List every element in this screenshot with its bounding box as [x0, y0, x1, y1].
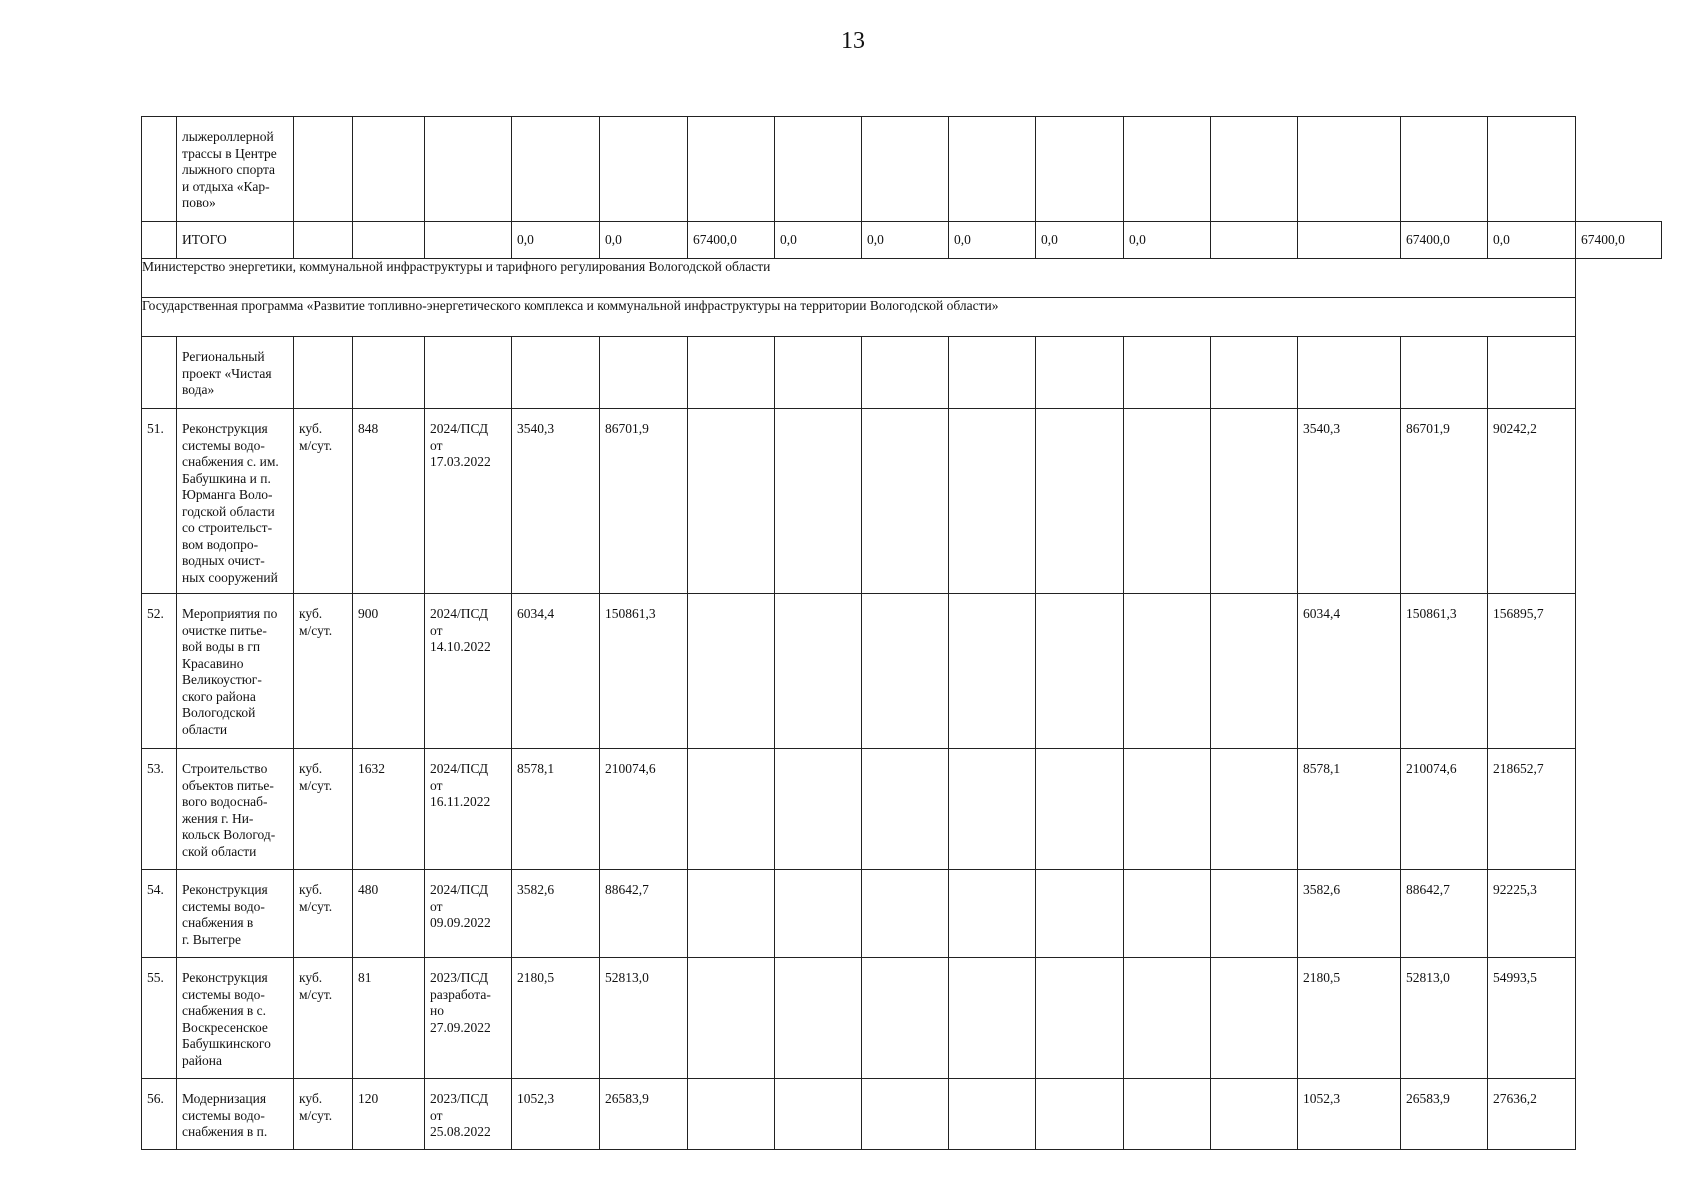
project-name: Региональный проект «Чистая вода» — [182, 349, 272, 397]
total-value — [1298, 222, 1400, 234]
unit: куб. м/сут. — [299, 970, 333, 1002]
total-row — [142, 222, 1662, 259]
capacity: 1632 — [358, 761, 385, 776]
value: 88642,7 — [605, 882, 649, 897]
document-ref: 2024/ПСД от 16.11.2022 — [430, 761, 491, 809]
unit: куб. м/сут. — [299, 1091, 333, 1123]
table-row — [142, 870, 1662, 958]
total-value: 0,0 — [1493, 232, 1510, 247]
total-value: 52813,0 — [1406, 970, 1450, 985]
total-value: 92225,3 — [1493, 882, 1537, 897]
row-number: 53. — [147, 761, 164, 776]
table-row — [142, 749, 1662, 870]
total-value: 8578,1 — [1303, 761, 1341, 776]
value: 210074,6 — [605, 761, 656, 776]
total-value: 150861,3 — [1406, 606, 1457, 621]
item-name: Реконструкция системы водо- снабжения в г. Вытегре — [182, 882, 268, 947]
row-number: 55. — [147, 970, 164, 985]
total-value: 27636,2 — [1493, 1091, 1537, 1106]
total-value: 1052,3 — [1303, 1091, 1341, 1106]
total-value: 3540,3 — [1303, 421, 1341, 436]
value: 3582,6 — [517, 882, 555, 897]
row-number: 51. — [147, 421, 164, 436]
total-value: 26583,9 — [1406, 1091, 1450, 1106]
total-value: 90242,2 — [1493, 421, 1537, 436]
section-header-row — [142, 298, 1662, 337]
total-value: 0,0 — [867, 232, 884, 247]
document-ref: 2023/ПСД разработа- но 27.09.2022 — [430, 970, 491, 1035]
program-header: Государственная программа «Развитие топливно-энергетического комплекса и коммунальной инфраструктуры на территории Вологодской области» — [142, 298, 999, 313]
total-value: 67400,0 — [1406, 232, 1450, 247]
unit: куб. м/сут. — [299, 606, 333, 638]
document-ref: 2024/ПСД от 09.09.2022 — [430, 882, 491, 930]
table-row — [142, 594, 1662, 749]
value: 2180,5 — [517, 970, 555, 985]
total-value: 0,0 — [780, 232, 797, 247]
capacity: 120 — [358, 1091, 379, 1106]
total-value: 3582,6 — [1303, 882, 1341, 897]
value: 1052,3 — [517, 1091, 555, 1106]
table-row — [142, 337, 1662, 409]
table-row — [142, 117, 1662, 222]
table-row — [142, 958, 1662, 1079]
total-value: 0,0 — [1129, 232, 1146, 247]
unit: куб. м/сут. — [299, 421, 333, 453]
total-value: 0,0 — [517, 232, 534, 247]
value: 150861,3 — [605, 606, 656, 621]
table-row — [142, 409, 1662, 594]
total-value: 0,0 — [1041, 232, 1058, 247]
budget-table — [141, 116, 1662, 1150]
value: 3540,3 — [517, 421, 555, 436]
ministry-header: Министерство энергетики, коммунальной инфраструктуры и тарифного регулирования Вологодской области — [142, 259, 771, 274]
row-number: 56. — [147, 1091, 164, 1106]
document-ref: 2024/ПСД от 14.10.2022 — [430, 606, 491, 654]
value: 52813,0 — [605, 970, 649, 985]
value: 86701,9 — [605, 421, 649, 436]
total-value: 54993,5 — [1493, 970, 1537, 985]
row-number: 54. — [147, 882, 164, 897]
total-value: 0,0 — [954, 232, 971, 247]
total-value: 86701,9 — [1406, 421, 1450, 436]
capacity: 848 — [358, 421, 379, 436]
unit: куб. м/сут. — [299, 761, 333, 793]
table-row — [142, 1079, 1662, 1150]
unit: куб. м/сут. — [299, 882, 333, 914]
item-name: Модернизация системы водо- снабжения в п. — [182, 1091, 268, 1139]
total-value: 156895,7 — [1493, 606, 1544, 621]
total-value: 2180,5 — [1303, 970, 1341, 985]
row-number: 52. — [147, 606, 164, 621]
value: 8578,1 — [517, 761, 555, 776]
value: 26583,9 — [605, 1091, 649, 1106]
document-ref: 2023/ПСД от 25.08.2022 — [430, 1091, 491, 1139]
total-value: 67400,0 — [1581, 232, 1625, 247]
total-value: 0,0 — [605, 232, 622, 247]
document-ref: 2024/ПСД от 17.03.2022 — [430, 421, 491, 469]
section-header-row — [142, 259, 1662, 298]
capacity: 480 — [358, 882, 379, 897]
total-value — [1211, 222, 1297, 234]
total-value: 218652,7 — [1493, 761, 1544, 776]
total-label: ИТОГО — [182, 232, 227, 247]
item-name: Реконструкция системы водо- снабжения в с. Воскресенское Бабушкинского района — [182, 970, 271, 1068]
capacity: 81 — [358, 970, 372, 985]
item-name: Реконструкция системы водо- снабжения с. им. Бабушкина и п. Юрманга Воло- годской области со строительст- вом водопро- водных очист- ных сооружений — [182, 421, 279, 585]
item-name: Мероприятия по очистке питье- вой воды в гп Красавино Великоустюг- ского района Вологодской области — [182, 606, 278, 737]
item-name: лыжероллерной трассы в Центре лыжного спорта и отдыха «Кар- пово» — [182, 129, 277, 210]
total-value: 88642,7 — [1406, 882, 1450, 897]
total-value: 67400,0 — [693, 232, 737, 247]
item-name: Строительство объектов питье- вого водоснаб- жения г. Ни- кольск Вологод- ской области — [182, 761, 276, 859]
capacity: 900 — [358, 606, 379, 621]
total-value: 210074,6 — [1406, 761, 1457, 776]
value: 6034,4 — [517, 606, 555, 621]
page-number: 13 — [841, 28, 865, 54]
total-value: 6034,4 — [1303, 606, 1341, 621]
